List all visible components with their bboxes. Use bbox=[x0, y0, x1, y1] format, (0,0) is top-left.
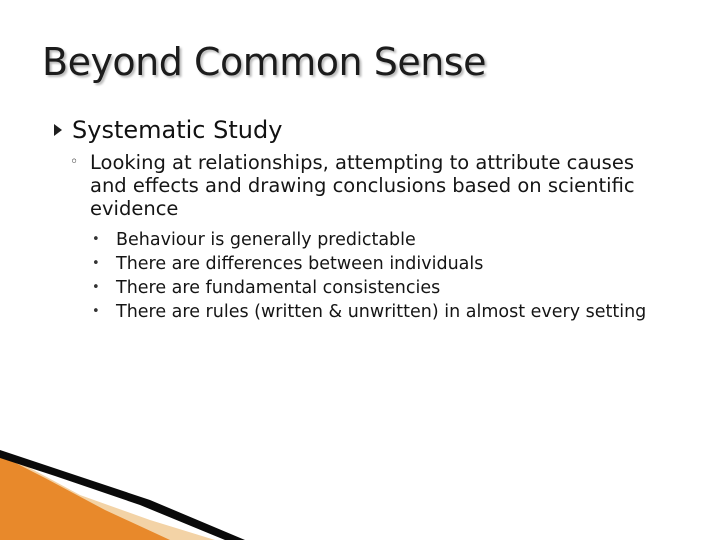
ring-bullet-icon: ◦ bbox=[70, 154, 79, 170]
small-dot-icon: • bbox=[92, 304, 100, 319]
bullet-level1-text: Systematic Study bbox=[72, 116, 283, 144]
slide-title: Beyond Common Sense bbox=[42, 40, 486, 84]
list-item-text: There are rules (written & unwritten) in almost every setting bbox=[116, 302, 647, 322]
small-dot-icon: • bbox=[92, 280, 100, 295]
small-dot-icon: • bbox=[92, 232, 100, 247]
list-item-text: There are fundamental consistencies bbox=[116, 278, 441, 298]
list-item-text: There are differences between individuals bbox=[116, 254, 484, 274]
bullet-level2-text: Looking at relationships, attempting to attribute causes and effects and drawing conclusions based on scientific evidence bbox=[90, 151, 635, 220]
small-dot-icon: • bbox=[92, 256, 100, 271]
list-item-text: Behaviour is generally predictable bbox=[116, 230, 416, 250]
